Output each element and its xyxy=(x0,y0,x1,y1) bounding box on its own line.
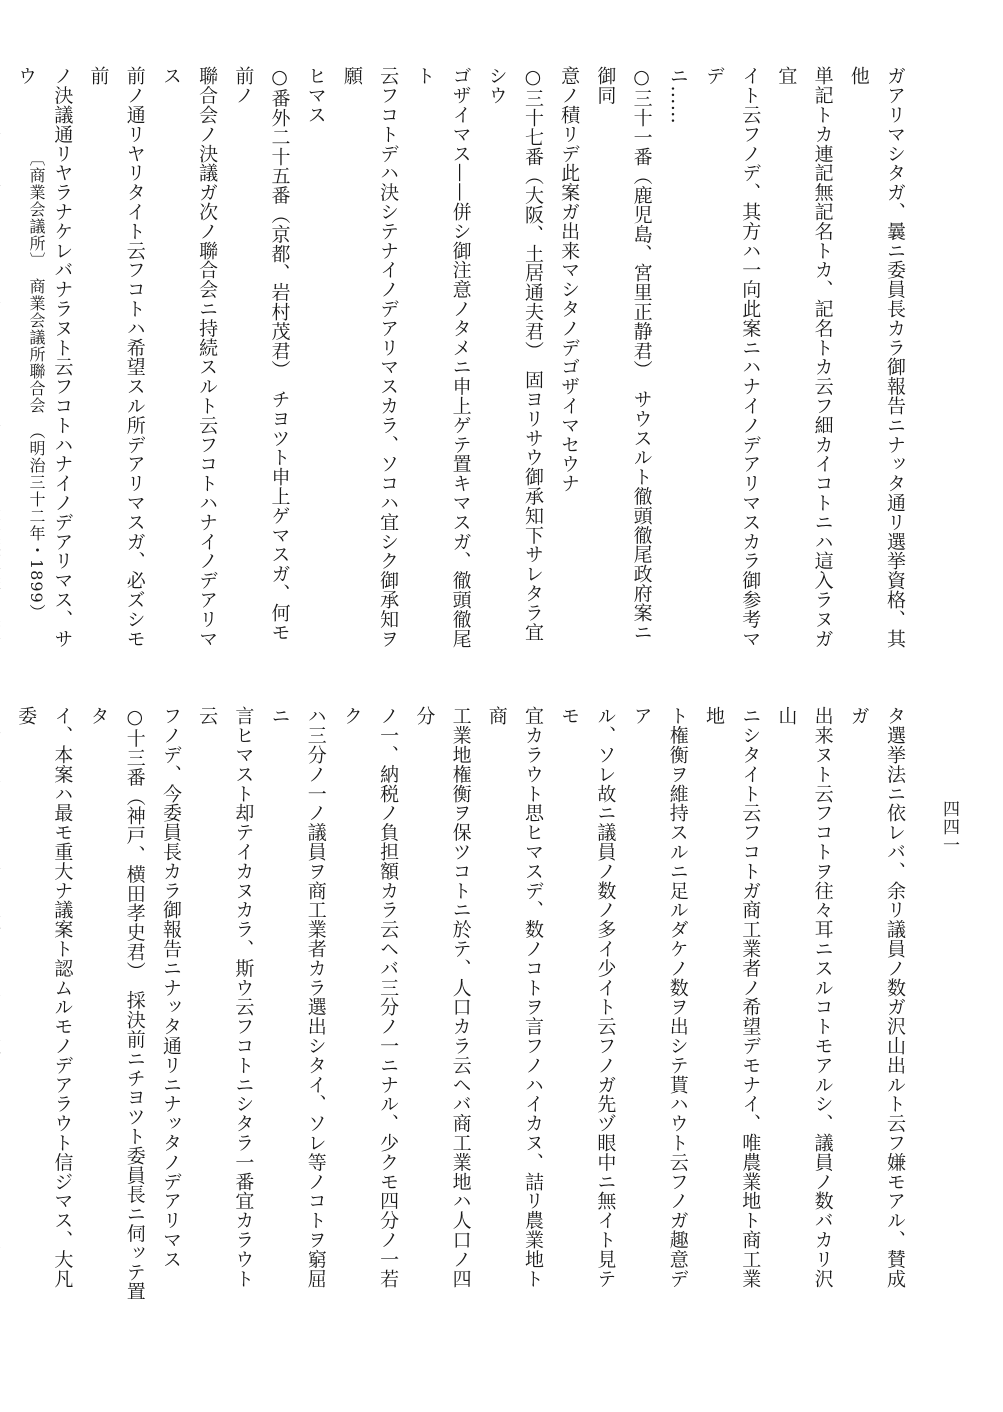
text-column: イ、本案ハ最モ重大ナ議案ト認ムルモノデアラウト信ジマス、大凡委 xyxy=(15,706,74,1288)
text-column: ニ…… xyxy=(666,66,689,125)
text-column: ル、ソレ故ニ議員ノ数ノ多イ少イト云フノガ先ヅ眼中ニ無イト見テモ xyxy=(558,706,617,1288)
text-column: ノ決議通リヤラナケレバナラヌト云フコトハナイノデアリマス、サウ xyxy=(15,66,74,648)
text-column: ○三十七番（大阪、土居通夫君） 固ヨリサウ御承知下サレタラ宜シウ xyxy=(485,66,544,642)
text-column: ○三十一番（鹿児島、宮里正静君） サウスルト徹頭徹尾政府案ニ御同 xyxy=(594,66,653,642)
text-column: 宜カラウト思ヒマスデ、数ノコトヲ言フノハイカヌ、詰リ農業地ト商 xyxy=(485,706,544,1288)
text-column: 云フコトデハ決シテナイノデアリマスカラ、ソコハ宜シク御承知ヲ願 xyxy=(340,66,400,648)
text-column: ニシタイト云フコトガ商工業者ノ希望デモナイ、唯農業地ト商工業地 xyxy=(702,706,762,1288)
text-column: 言ヒマスト却テイカヌカラ、斯ウ云フコトニシタラ一番宜カラウト云 xyxy=(196,706,255,1288)
text-column: 単記トカ連記無記名トカ、記名トカ云フ細カイコトニハ這入ラヌガ宜 xyxy=(775,66,834,648)
text-column: ガアリマシタガ、曩ニ委員長カラ御報告ニナッタ通リ選挙資格、其他 xyxy=(847,66,906,648)
text-column: ト権衡ヲ維持スルニ足ルダケノ数ヲ出シテ貰ハウト云フノガ趣意デア xyxy=(630,706,689,1288)
text-column: ヒマス xyxy=(304,66,327,125)
text-column: ゴザイマス——併シ御注意ノタメニ申上ゲテ置キマスガ、徹頭徹尾ト xyxy=(413,66,472,648)
text-column xyxy=(0,66,8,658)
text-column: 聯合会ノ決議ガ次ノ聯合会ニ持続スルト云フコトハナイノデアリマス xyxy=(159,66,219,648)
text-column: 前ノ通リヤリタイト云フコトハ希望スル所デアリマスガ、必ズシモ前 xyxy=(87,66,146,648)
text-column: 工業地権衡ヲ保ツコトニ於テ、人口カラ云ヘバ商工業地ハ人口ノ四分 xyxy=(413,706,472,1288)
running-header: 〔商業会議所〕 商業会議所聯合会 （明治三十二年・1899） xyxy=(27,150,46,621)
page-number: 四四一 xyxy=(939,800,959,854)
text-column xyxy=(0,706,8,1306)
text-column: ノ一、納税ノ負担額カラ云ヘバ三分ノ一ニナル、少クモ四分ノ一若ク xyxy=(340,706,400,1288)
text-column: フノデ、今委員長カラ御報告ニナッタ通リニナッタノデアリマス xyxy=(159,706,182,1269)
text-column: ○番外二十五番（京都、岩村茂君） チヨツト申上ゲマスガ、何モ前ノ xyxy=(232,66,291,642)
text-column: ○十三番（神戸、横田孝史君） 採決前ニチヨツト委員長ニ伺ッテ置タ xyxy=(87,706,146,1301)
text-column: ハ三分ノ一ノ議員ヲ商工業者カラ選出シタイ、ソレ等ノコトヲ窮屈ニ xyxy=(268,706,327,1288)
text-column: 意ノ積リデ此案ガ出来マシタノデゴザイマセウナ xyxy=(558,66,581,493)
text-column: タ選挙法ニ依レバ、余リ議員ノ数ガ沢山出ルト云フ嫌モアル、賛成ガ xyxy=(847,706,906,1288)
text-block-bottom xyxy=(15,706,913,1306)
text-column: 出来ヌト云フコトヲ往々耳ニスルコトモアルシ、議員ノ数バカリ沢山 xyxy=(775,706,834,1288)
text-column: イト云フノデ、其方ハ一向此案ニハナイノデアリマスカラ御参考マデ xyxy=(702,66,762,648)
